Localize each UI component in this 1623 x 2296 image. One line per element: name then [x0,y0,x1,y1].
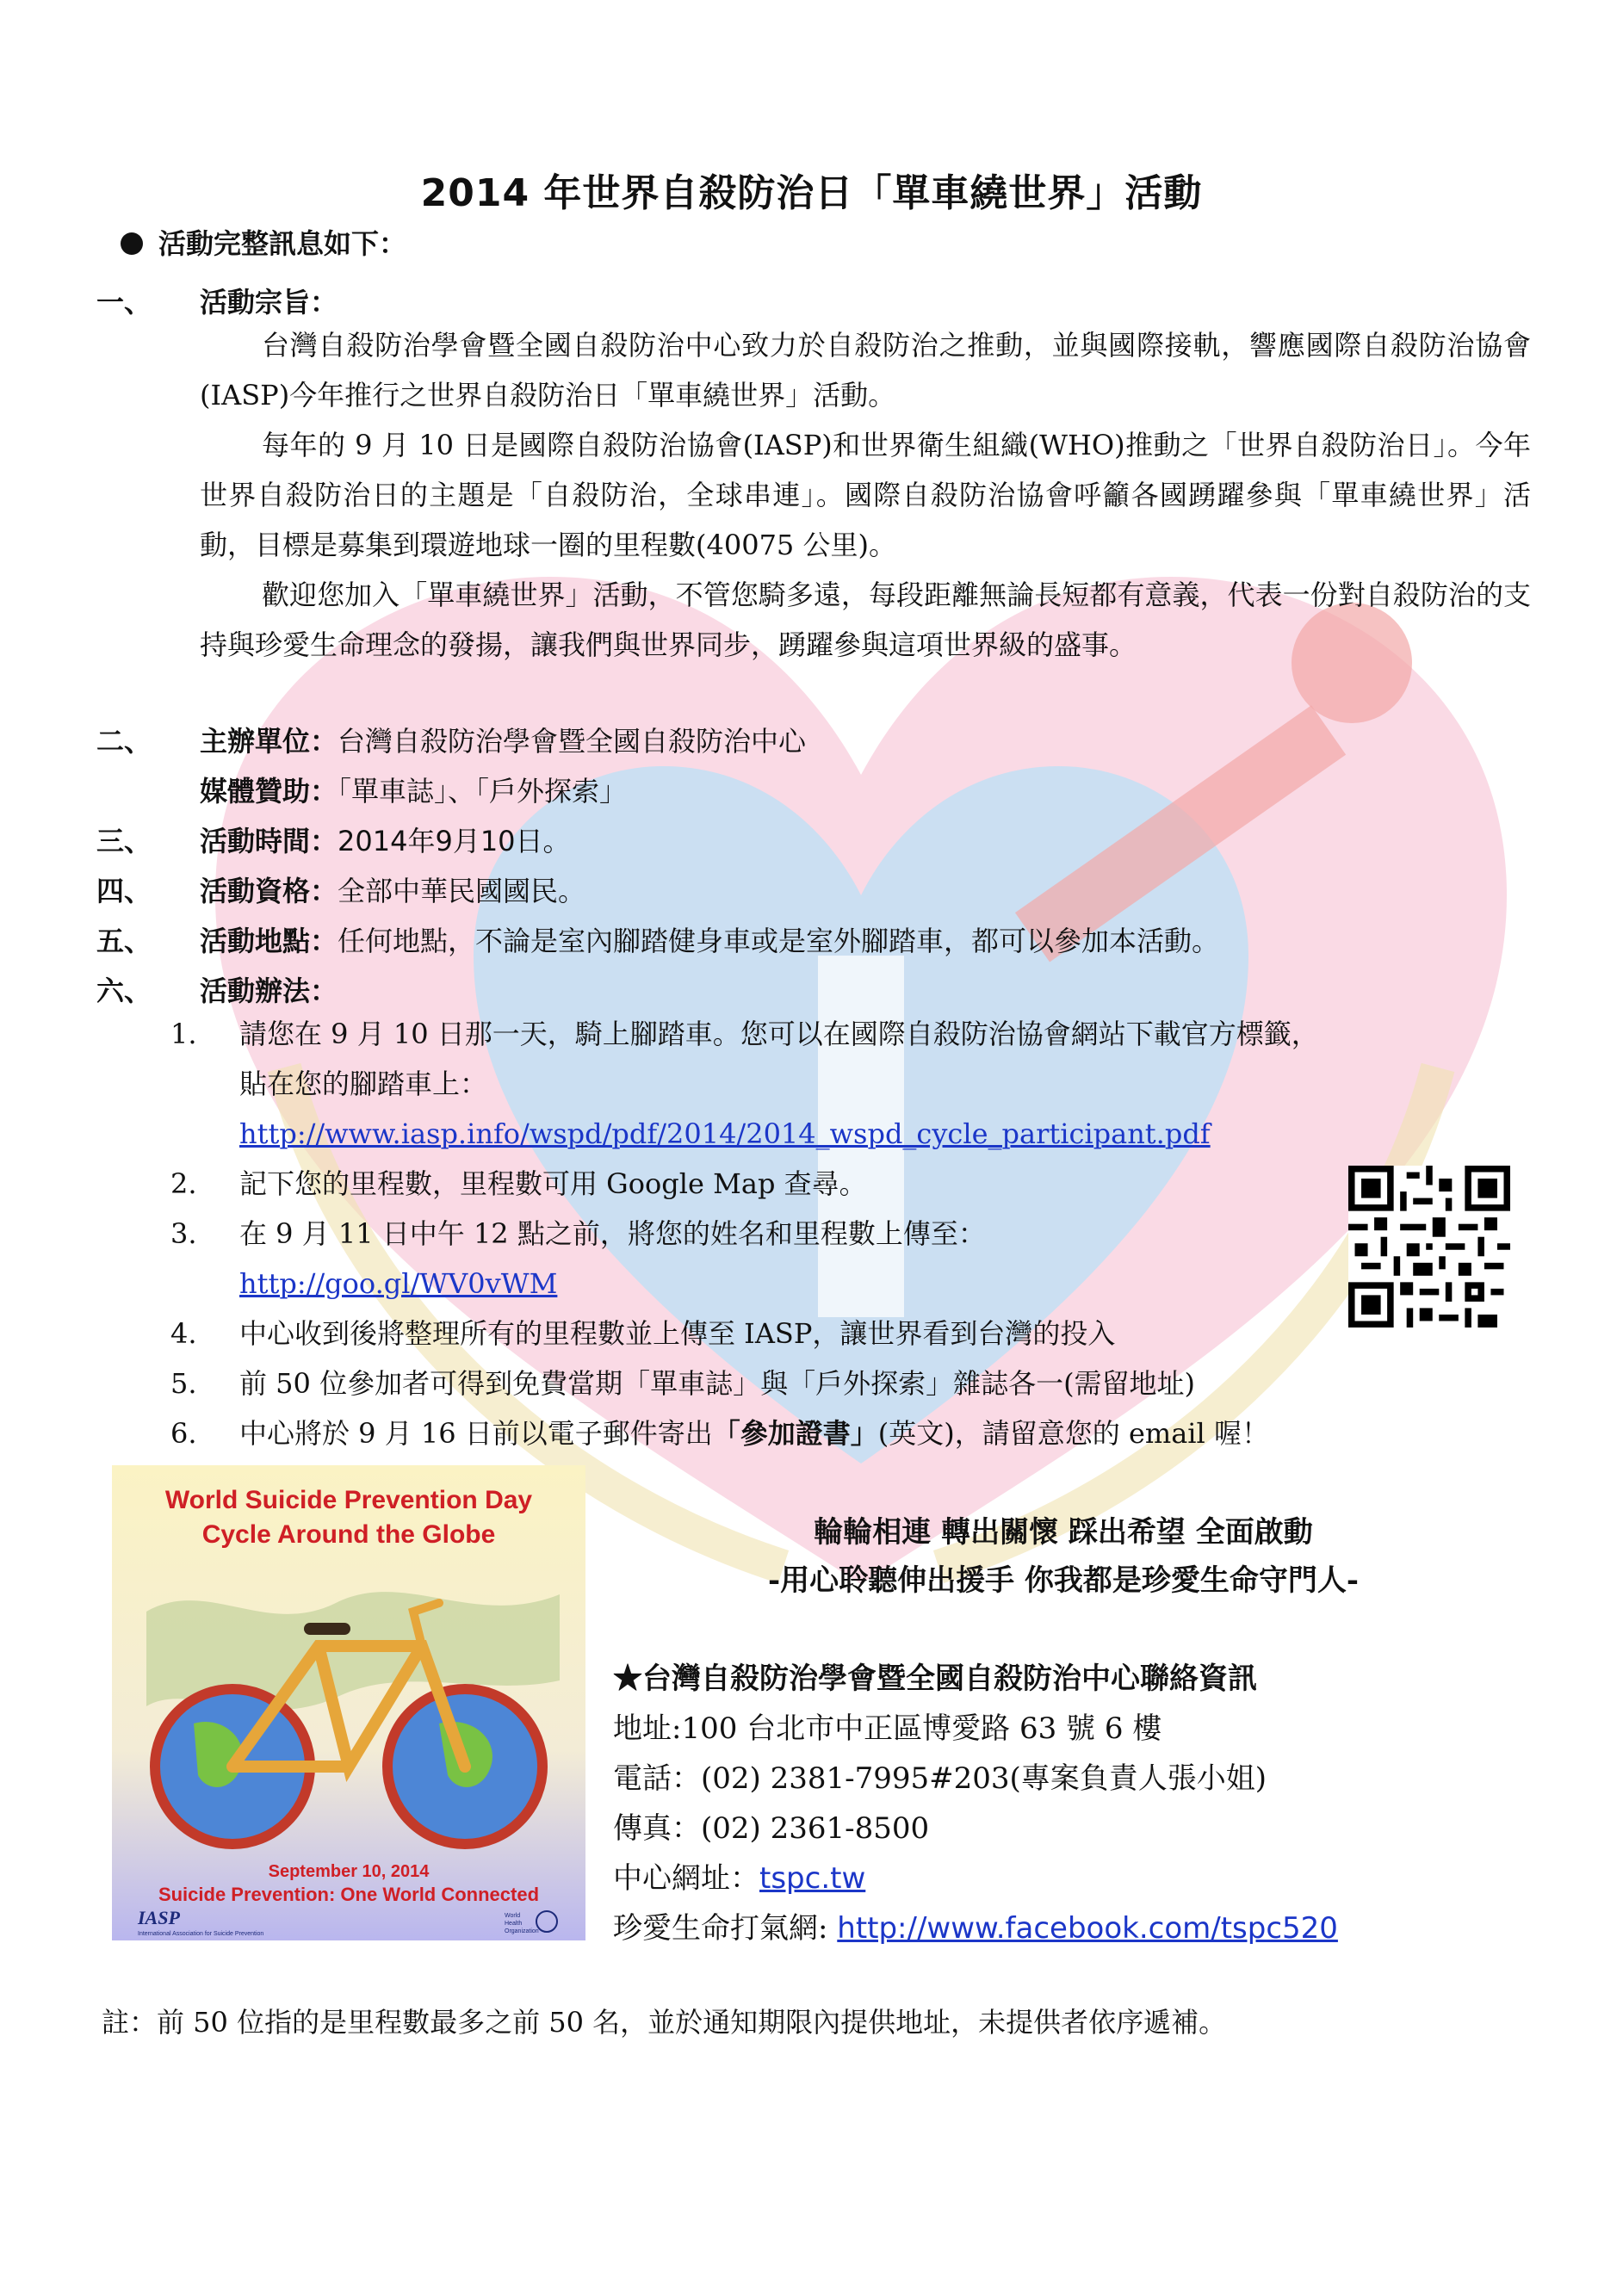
paragraph-purpose-3: 歡迎您加入「單車繞世界」活動，不管您騎多遠，每段距離無論長短都有意義，代表一份對自殺防治的支持與珍愛生命理念的發揚，讓我們與世界同步，踴躍參與這項世界級的盛事。 [200,579,1531,661]
website-link[interactable]: tspc.tw [759,1861,866,1896]
list-item-continued: 貼在您的腳踏車上： [239,1068,488,1100]
location-row: 活動地點：任何地點，不論是室內腳踏健身車或是室外腳踏車，都可以參加本活動。 [200,925,1220,957]
list-item: 3. 在 9 月 11 日中午 12 點之前，將您的姓名和里程數上傳至： [170,1217,986,1250]
iasp-name: International Association for Suicide Prevention [138,1931,264,1937]
section-label: 活動辦法： [200,975,338,1007]
poster-title-2: Cycle Around the Globe [201,1520,496,1549]
section-number: 六、 [96,975,152,1007]
contact-website-row: 中心網址：tspc.tw [613,1861,866,1896]
eligibility-row: 活動資格：全部中華民國國民。 [200,875,586,907]
section-label: 活動宗旨： [200,286,338,319]
section-number: 一、 [96,286,152,319]
list-item: 1. 請您在 9 月 10 日那一天，騎上腳踏車。您可以在國際自殺防治協會網站下載官方標籤， [170,1018,1319,1050]
poster-theme: Suicide Prevention: One World Connected [158,1884,540,1905]
qr-code-icon[interactable] [1348,1166,1510,1327]
page-title: 2014 年世界自殺防治日「單車繞世界」活動 [420,171,1203,215]
facebook-link[interactable]: http://www.facebook.com/tspc520 [837,1911,1338,1946]
campaign-poster [112,1465,585,1940]
list-item: 6. 中心將於 9 月 16 日前以電子郵件寄出「參加證書」(英文)，請留意您的 email 喔！ [170,1417,1269,1450]
contact-facebook-row: 珍愛生命打氣網: http://www.facebook.com/tspc520 [613,1911,1338,1946]
section-number: 四、 [96,875,152,907]
list-item: 2. 記下您的里程數，里程數可用 Google Map 查尋。 [170,1167,867,1200]
participant-pdf-link[interactable]: http://www.iasp.info/wspd/pdf/2014/2014_wspd_cycle_participant.pdf [239,1117,1211,1150]
contact-heading: ★台灣自殺防治學會暨全國自殺防治中心聯絡資訊 [613,1662,1257,1696]
sponsor-row: 媒體贊助：「單車誌」、「戶外探索」 [200,775,628,808]
slogan-line-1: 輪輪相連 轉出關懷 踩出希望 全面啟動 [814,1515,1313,1550]
footnote: 註：前 50 位指的是里程數最多之前 50 名，並於通知期限內提供地址，未提供者依序遞補。 [102,2006,1227,2039]
section-number: 五、 [96,925,152,957]
organizer-row: 主辦單位：台灣自殺防治學會暨全國自殺防治中心 [200,725,807,758]
who-text: Organization [505,1928,539,1934]
contact-address: 地址:100 台北市中正區博愛路 63 號 6 樓 [613,1711,1162,1746]
upload-link[interactable]: http://goo.gl/WV0vWM [239,1267,558,1300]
who-text: World [505,1913,521,1919]
poster-date: September 10, 2014 [268,1862,430,1881]
slogan-line-2: -用心聆聽伸出援手 你我都是珍愛生命守門人- [767,1563,1360,1598]
list-item: 4. 中心收到後將整理所有的里程數並上傳至 IASP，讓世界看到台灣的投入 [170,1317,1116,1350]
poster-title-1: World Suicide Prevention Day [164,1486,533,1514]
intro-heading: 活動完整訊息如下： [121,222,406,262]
section-number: 二、 [96,725,152,758]
time-row: 活動時間：2014年9月10日。 [200,825,571,857]
bullet-icon [121,232,143,255]
contact-fax: 傳真：(02) 2361-8500 [613,1811,930,1846]
who-text: Health [505,1921,523,1927]
contact-phone: 電話：(02) 2381-7995#203(專案負責人張小姐) [613,1761,1267,1796]
iasp-logo: IASP [138,1907,180,1928]
section-number: 三、 [96,825,152,857]
paragraph-purpose-2: 每年的 9 月 10 日是國際自殺防治協會(IASP)和世界衛生組織(WHO)推動之「世界自殺防治日」。今年世界自殺防治日的主題是「自殺防治，全球串連」。國際自殺防治協會呼籲各國踴躍參與「單車繞世界」活動，目標是募集到環遊地球一圈的里程數(40075 公里)。 [200,429,1531,561]
list-item: 5. 前 50 位參加者可得到免費當期「單車誌」與「戶外探索」雜誌各一(需留地址) [170,1367,1196,1400]
paragraph-purpose-1: 台灣自殺防治學會暨全國自殺防治中心致力於自殺防治之推動，並與國際接軌，響應國際自殺防治協會(IASP)今年推行之世界自殺防治日「單車繞世界」活動。 [200,329,1531,412]
